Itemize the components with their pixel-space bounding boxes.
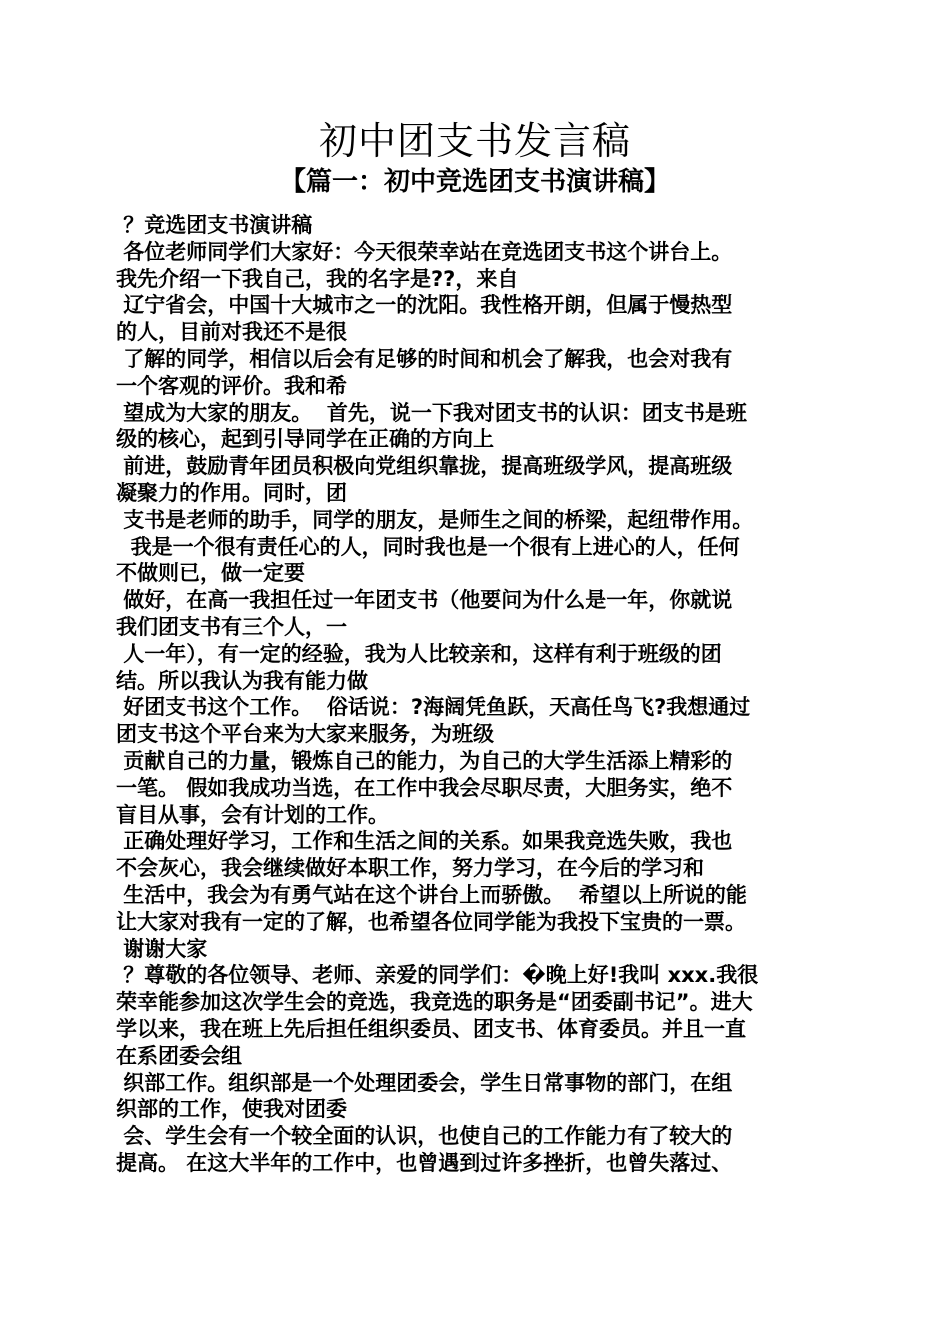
body-line: 凝聚力的作用。同时，团 [116,480,347,505]
body-line: 谢谢大家 [116,936,208,961]
body-line: 织部的工作，使我对团委 [116,1097,347,1122]
document-subtitle: 【篇一：初中竞选团支书演讲稿】 [279,167,670,197]
body-line: 团支书这个平台来为大家来服务，为班级 [116,722,494,747]
body-line: ？竞选团支书演讲稿 [116,213,313,237]
body-line: 了解的同学，相信以后会有足够的时间和机会了解我，也会对我有 [116,346,733,371]
document-title: 初中团支书发言稿 [318,119,631,163]
body-line: 荣幸能参加这次学生会的竞选，我竞选的职务是“团委副书记”。进大 [116,990,753,1015]
body-line: 一笔。 假如我成功当选，在工作中我会尽职尽责，大胆务实，绝不 [116,775,733,800]
body-line: 级的核心，起到引导同学在正确的方向上 [116,427,494,452]
body-line: 望成为大家的朋友。 首先，说一下我对团支书的认识：团支书是班 [116,400,747,425]
body-line: 前进，鼓励青年团员积极向党组织靠拢，提高班级学风，提高班级 [116,454,733,479]
body-line: 在系团委会组 [116,1043,242,1068]
body-line: 提高。 在这大半年的工作中，也曾遇到过许多挫折，也曾失落过、 [116,1150,733,1175]
body-line: 一个客观的评价。我和希 [116,373,347,398]
body-line: 织部工作。组织部是一个处理团委会，学生日常事物的部门，在组 [116,1070,733,1095]
body-line: 的人，目前对我还不是很 [116,320,347,345]
body-line: 我先介绍一下我自己，我的名字是??，来自 [116,266,519,291]
body-line: ？尊敬的各位领导、老师、亲爱的同学们：�晚上好!我叫 xxx.我很 [116,963,759,988]
body-line: 不做则已，做一定要 [116,561,305,586]
body-line: 做好，在高一我担任过一年团支书（他要问为什么是一年，你就说 [116,588,733,613]
body-line: 我是一个很有责任心的人，同时我也是一个很有上进心的人，任何 [116,534,740,559]
body-line: 生活中，我会为有勇气站在这个讲台上而骄傲。 希望以上所说的能 [116,882,747,907]
body-line: 正确处理好学习，工作和生活之间的关系。如果我竞选失败，我也 [116,829,733,854]
body-line: 盲目从事，会有计划的工作。 [116,802,389,827]
body-line: 好团支书这个工作。 俗话说：?海阔凭鱼跃，天高任鸟飞?我想通过 [116,695,751,720]
body-line: 让大家对我有一定的了解，也希望各位同学能为我投下宝贵的一票。 [116,909,746,934]
body-line: 我们团支书有三个人，一 [116,614,347,639]
body-line: 结。所以我认为我有能力做 [116,668,368,693]
body-line: 支书是老师的助手，同学的朋友，是师生之间的桥梁，起纽带作用。 [116,507,754,532]
body-line: 人一年），有一定的经验，我为人比较亲和，这样有利于班级的团 [116,641,722,666]
body-line: 各位老师同学们大家好：今天很荣幸站在竞选团支书这个讲台上。 [116,239,733,264]
body-line: 学以来，我在班上先后担任组织委员、团支书、体育委员。并且一直 [116,1016,746,1041]
body-line: 不会灰心，我会继续做好本职工作，努力学习，在今后的学习和 [116,856,704,881]
document-body [116,212,840,1177]
body-line: 会、学生会有一个较全面的认识，也使自己的工作能力有了较大的 [116,1124,733,1149]
body-line: 贡献自己的力量，锻炼自己的能力，为自己的大学生活添上精彩的 [116,748,733,773]
body-line: 辽宁省会，中国十大城市之一的沈阳。我性格开朗，但属于慢热型 [116,293,733,318]
